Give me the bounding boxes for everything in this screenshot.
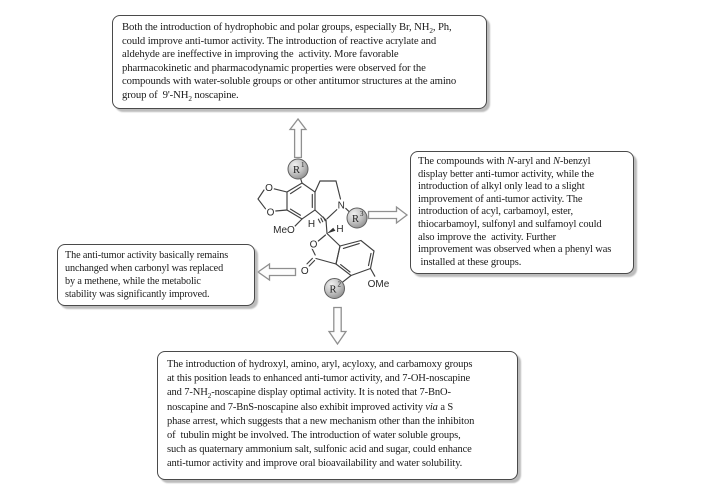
arrow-right-icon bbox=[369, 207, 408, 223]
sar-note-r3-text: The compounds with N-aryl and N-benzyl display better anti-tumor activity, while the introduction of alkyl only lead to a slight improvement of anti-tumor activity. The introduction of acyl, carbamoyl, ester, thiocarbamoyl, sulfonyl and sulfamoyl could also improve the activity. Further improvement was observed when a phenyl was installed at these groups. bbox=[418, 156, 612, 268]
atom-label-lactone-o: O bbox=[309, 239, 318, 251]
sar-note-carbonyl-text: The anti-tumor activity basically remains unchanged when carbonyl was replaced by a methene, while the metabolic stability was significantly improved. bbox=[65, 250, 229, 300]
arrow-up-icon bbox=[290, 119, 306, 158]
ring-c bbox=[336, 241, 374, 276]
sar-note-r3-right bbox=[410, 151, 634, 274]
atom-label-carbonyl-o: O bbox=[300, 265, 309, 277]
arrow-left-icon bbox=[258, 264, 296, 280]
atom-label-dioxole-o-bottom: O bbox=[266, 207, 275, 219]
atom-label-ome: OMe bbox=[367, 279, 390, 290]
sar-note-r2-text: The introduction of hydroxyl, amino, aryl, acyloxy, and carbamoxy groups at this position leads to enhanced anti-tumor activity, and 7-OH-noscapine and $7-NH_2$-noscapine display optimal activity. It is noted that 7-BnO- noscapine and 7-BnS-noscapine also exhibit improved activity via a S phase arrest, which suggests that a new mechanism other than the inhibiton of tubulin might be involved. The introduction of water soluble groups, such as quaternary ammonium salt, sulfonic acid and sugar, could enhance anti-tumor activity and improve oral bioavailability and water solubility. bbox=[167, 359, 475, 470]
dioxole-ring bbox=[274, 189, 287, 192]
atom-label-meo: MeO bbox=[273, 225, 295, 236]
ring-b bbox=[315, 181, 341, 199]
atom-label-h-right: H bbox=[336, 223, 344, 235]
r3-sup: 3 bbox=[360, 210, 364, 218]
atom-label-nitrogen: N bbox=[337, 200, 345, 212]
ring-a bbox=[287, 183, 315, 219]
r3-label: R bbox=[351, 213, 360, 225]
r1-label: R bbox=[292, 164, 301, 176]
noscapine-structure bbox=[258, 159, 390, 299]
sar-note-carbonyl-left bbox=[57, 244, 255, 306]
atom-label-h-left: H bbox=[307, 219, 316, 230]
sar-note-r2-bottom bbox=[157, 351, 518, 480]
r2-sup: 2 bbox=[337, 280, 342, 289]
sar-note-r1-text: Both the introduction of hydrophobic and polar groups, especially Br, $NH_2$, Ph, could improve anti-tumor activity. The introduction of reactive acrylate and aldehyde are ineffective in improving the activity. More favorable pharmacokinetic and pharmacodynamic properties were observed for the compounds with water-soluble groups or other antitumor structures at the amino group of $9'-NH_2$ noscapine. bbox=[122, 21, 457, 104]
r2-label: R bbox=[329, 284, 337, 296]
lactone-ring bbox=[318, 235, 325, 241]
atom-label-dioxole-o-top: O bbox=[265, 183, 273, 194]
r1-sup: 1 bbox=[301, 161, 305, 169]
sar-note-r1-top bbox=[112, 15, 487, 109]
arrow-down-icon bbox=[329, 308, 346, 345]
